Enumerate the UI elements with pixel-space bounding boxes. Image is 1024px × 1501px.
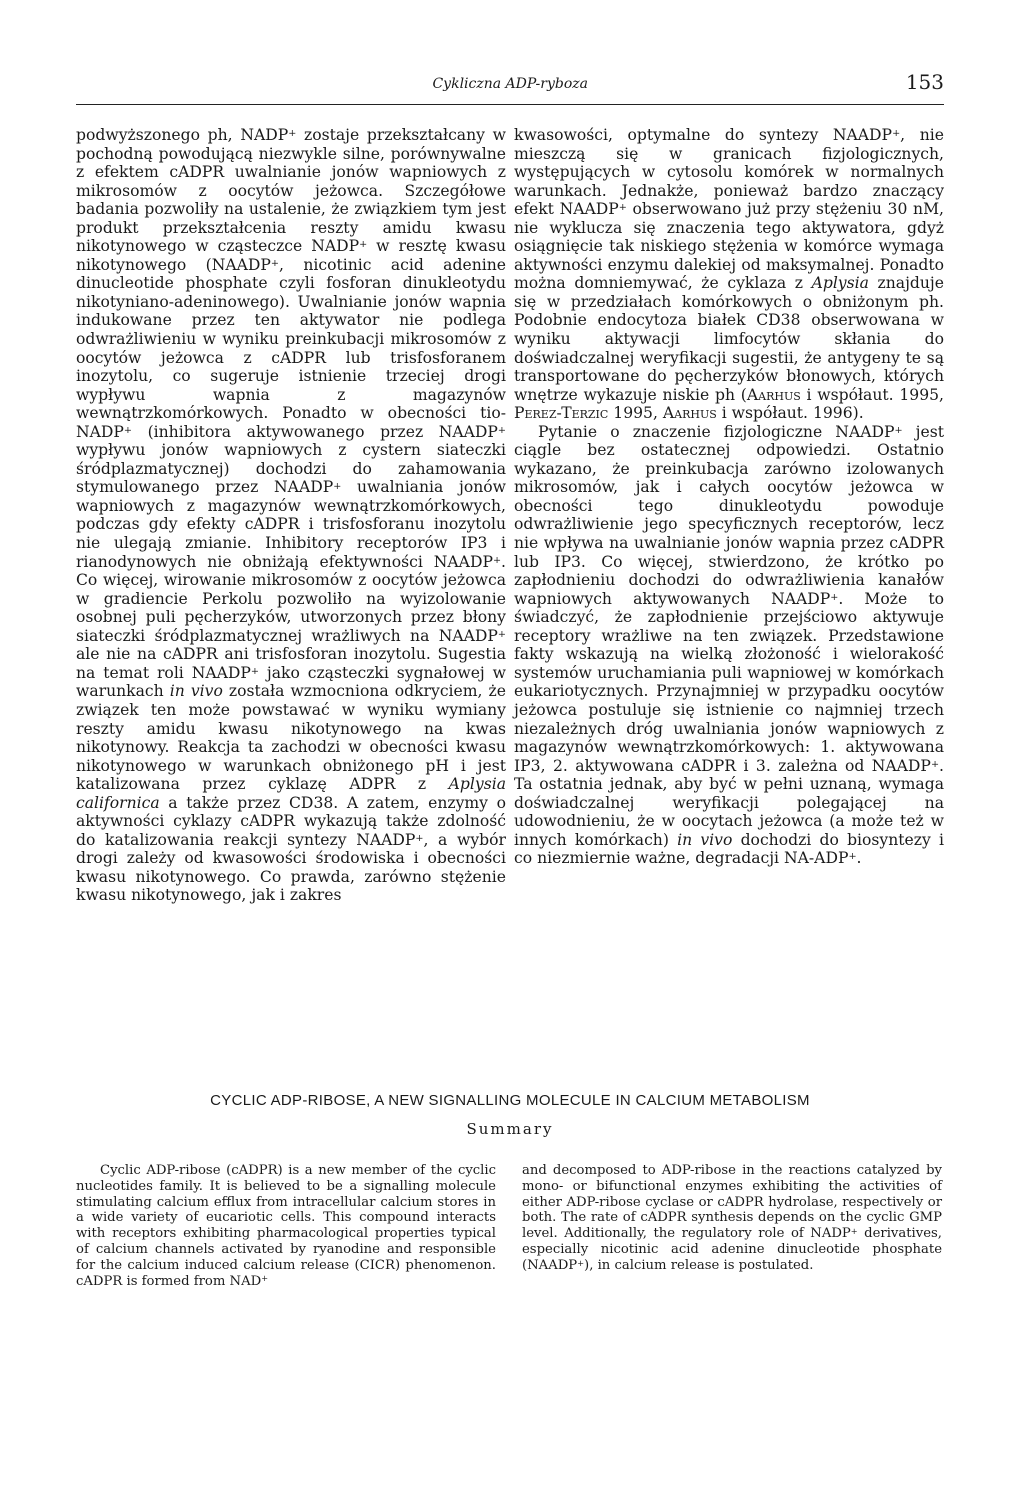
left-column [76,126,506,905]
summary-title: CYCLIC ADP-RIBOSE, A NEW SIGNALLING MOLECULE IN CALCIUM METABOLISM [210,1092,810,1109]
summary-left-column: Cyclic ADP-ribose (cADPR) is a new member of the cyclic nucleotides family. It is believed to be a signalling molecule stimulating calcium efflux from intracellular calcium stores in a wide variety of eucariotic cells. This compound interacts with receptors exhibiting pharmacological properties typical of calcium channels activated by ryanodine and responsible for the calcium induced calcium release (CICR) phenomenon. cADPR is formed from NAD+ [76,1163,496,1289]
summary-label: Summary [466,1120,554,1138]
right-paragraph-1: kwasowości, optymalne do syntezy NAADP+, nie mieszczą się w granicach fizjologicznych, występujących w cytosolu komórek w normalnych warunkach. Jednakże, ponieważ bardzo znaczący efekt NAADP+ obserwowano już przy stężeniu 30 nM, nie wyklucza się znaczenia tego aktywatora, gdyż osiągnięcie tak niskiego stężenia w komórce wymaga aktywności enzymu dalekiej od maksymalnej. Ponadto można domniemywać, że cyklaza z Aplysia znajduje się w przedziałach komórkowych o obniżonym ph. Podobnie endocytoza białek CD38 obserwowana w wyniku aktywacji limfocytów skłania do doświadczalnej weryfikacji sugestii, że antygeny te są transportowane do pęcherzyków błonowych, których wnętrze wykazuje niskie ph (Aarhus i współaut. 1995, Perez-Terzic 1995, Aarhus i współaut. 1996). [514,126,944,423]
page-number: 153 [905,70,944,94]
page-header [76,70,944,105]
left-paragraph-1: podwyższonego ph, NADP+ zostaje przekształcany w pochodną powodującą niezwykle silne, porównywalne z efektem cADPR uwalnianie jonów wapniowych z mikrosomów z oocytów jeżowca. Szczegółowe badania pozwoliły na ustalenie, że związkiem tym jest produkt przekształcenia reszty amidu kwasu nikotynowego w cząsteczce NADP+ w resztę kwasu nikotynowego (NAADP+, nicotinic acid adenine dinucleotide phosphate czyli fosforan dinukleotydu nikotyniano-adeninowego). Uwalnianie jonów wapnia indukowane przez ten aktywator nie podlega odwrażliwieniu w wyniku preinkubacji mikrosomów z oocytów jeżowca z cADPR lub trisfosforanem inozytolu, co sugeruje istnienie trzeciej drogi wypływu wapnia z magazynów wewnątrzkomórkowych. Ponadto w obecności tio-NADP+ (inhibitora aktywowanego przez NAADP+ wypływu jonów wapniowych z cystern siateczki śródplazmatycznej) dochodzi do zahamowania stymulowanego przez NAADP+ uwalniania jonów wapniowych z magazynów wewnątrzkomórkowych, podczas gdy efekty cADPR i trisfosforanu inozytolu nie ulegają zmianie. Inhibitory receptorów IP3 i rianodynowych nie obniżają efektywności NAADP+. Co więcej, wirowanie mikrosomów z oocytów jeżowca w gradiencie Perkolu pozwoliło na wyizolowanie osobnej puli pęcherzyków, utworzonych przez błony siateczki śródplazmatycznej wrażliwych na NAADP+ ale nie na cADPR ani trisfosforan inozytolu. Sugestia na temat roli NAADP+ jako cząsteczki sygnałowej w warunkach in vivo została wzmocniona odkryciem, że związek ten może powstawać w wyniku wymiany reszty amidu kwasu nikotynowego na kwas nikotynowy. Reakcja ta zachodzi w obecności kwasu nikotynowego w warunkach obniżonego pH i jest katalizowana przez cyklazę ADPR z Aplysia californica a także przez CD38. A zatem, enzymy o aktywności cyklazy cADPR wykazują także zdolność do katalizowania reakcji syntezy NAADP+, a wybór drogi zależy od kwasowości środowiska i obecności kwasu nikotynowego. Co prawda, zarówno stężenie kwasu nikotynowego, jak i zakres [76,126,506,905]
right-paragraph-2: Pytanie o znaczenie fizjologiczne NAADP+ jest ciągle bez ostatecznej odpowiedzi. Ostatnio wykazano, że preinkubacja zarówno izolowanych mikrosomów, jak i całych oocytów jeżowca w obecności tego dinukleotydu powoduje odwrażliwienie jego specyficznych receptorów, lecz nie wpływa na uwalnianie jonów wapnia przez cADPR lub IP3. Co więcej, stwierdzono, że krótko po zapłodnieniu dochodzi do odwrażliwienia kanałów wapniowych aktywowanych NAADP+. Może to świadczyć, że zapłodnienie przejściowo aktywuje receptory wrażliwe na ten związek. Przedstawione fakty wskazują na wielką złożoność i wielorakość systemów uruchamiania puli wapniowej w komórkach eukariotycznych. Przynajmniej w przypadku oocytów jeżowca postuluje się istnienie co najmniej trzech niezależnych dróg uwalniania jonów wapniowych z magazynów wewnątrzkomórkowych: 1. aktywowana IP3, 2. aktywowana cADPR i 3. zależna od NAADP+. Ta ostatnia jednak, aby być w pełni uznaną, wymaga doświadczalnej weryfikacji polegającej na udowodnieniu, że w oocytach jeżowca (a może też w innych komórkach) in vivo dochodzi do biosyntezy i co niezmiernie ważne, degradacji NA-ADP+. [514,422,944,868]
summary-right-column: and decomposed to ADP-ribose in the reactions catalyzed by mono- or bifunctional enzymes exhibiting the activities of either ADP-ribose cyclase or cADPR hydrolase, respectively or both. The rate of cADPR synthesis depends on the cyclic GMP level. Additionally, the regulatory role of NADP+ derivatives, especially nicotinic acid adenine dinucleotide phosphate (NAADP+), in calcium release is postulated. [522,1163,942,1273]
right-column [514,126,944,868]
running-title: Cykliczna ADP-ryboza [432,76,588,92]
